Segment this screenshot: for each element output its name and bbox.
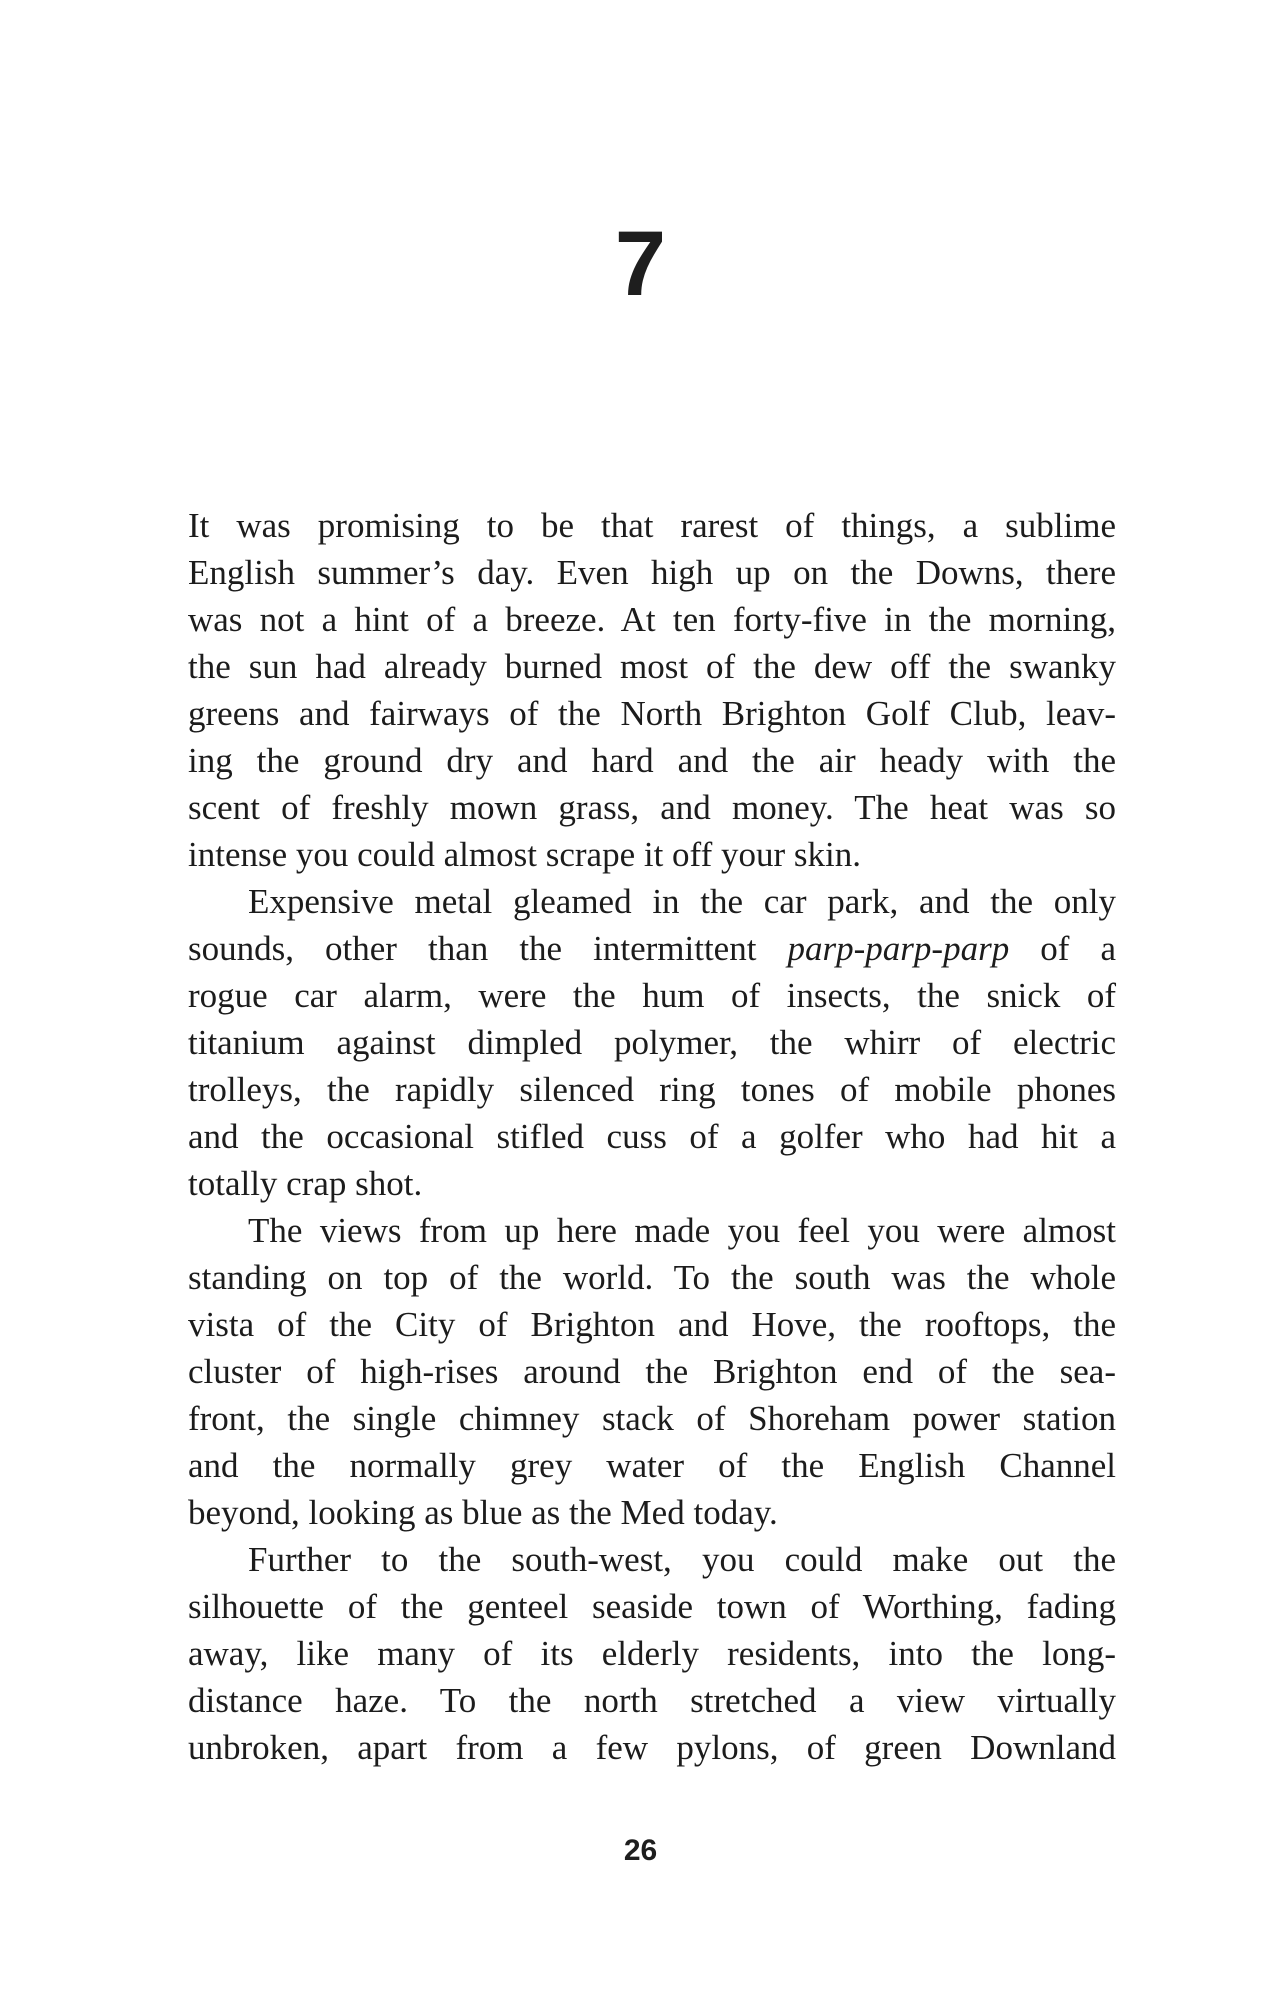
text-line: and the normally grey water of the English Channel [188,1446,1116,1485]
text-fragment: sounds, other than the intermittent [188,929,757,968]
text-line: It was promising to be that rarest of things, a sublime [188,506,1116,545]
text-line: titanium against dimpled polymer, the whirr of electric [188,1023,1116,1062]
text-line: front, the single chimney stack of Shoreham power station [188,1399,1116,1438]
page-number: 26 [623,1834,658,1867]
text-line: The views from up here made you feel you were almost [248,1211,1116,1250]
text-line: and the occasional stifled cuss of a golfer who had hit a [188,1117,1116,1156]
text-line: standing on top of the world. To the south was the whole [188,1258,1116,1297]
text-line: ing the ground dry and hard and the air heady with the [188,741,1116,780]
text-line: distance haze. To the north stretched a view virtually [188,1681,1116,1720]
text-line: cluster of high-rises around the Brighton end of the sea- [188,1352,1116,1391]
text-line: trolleys, the rapidly silenced ring tones of mobile phones [188,1070,1116,1109]
text-line: greens and fairways of the North Brighton Golf Club, leav- [188,694,1116,733]
text-line: rogue car alarm, were the hum of insects, the snick of [188,976,1116,1015]
chapter-number: 7 [614,213,667,315]
text-line: was not a hint of a breeze. At ten forty-five in the morning, [188,600,1116,639]
text-line: English summer’s day. Even high up on the Downs, there [188,553,1116,592]
italic-sound-word: parp-parp-parp [787,929,1010,968]
text-line: silhouette of the genteel seaside town of Worthing, fading [188,1587,1116,1626]
text-line: intense you could almost scrape it off your skin. [188,835,861,874]
text-line: Expensive metal gleamed in the car park, and the only [248,882,1116,921]
text-fragment: of a [1040,929,1117,968]
chapter-body [188,502,1116,1771]
text-line: the sun had already burned most of the dew off the swanky [188,647,1116,686]
text-line-with-italic [188,925,1116,972]
text-line: beyond, looking as blue as the Med today. [188,1493,778,1532]
text-line: totally crap shot. [188,1164,423,1203]
text-line: unbroken, apart from a few pylons, of green Downland [188,1728,1116,1767]
text-line: away, like many of its elderly residents, into the long- [188,1634,1116,1673]
text-line: vista of the City of Brighton and Hove, the rooftops, the [188,1305,1116,1344]
text-line: scent of freshly mown grass, and money. The heat was so [188,788,1116,827]
text-line: Further to the south-west, you could make out the [248,1540,1116,1579]
